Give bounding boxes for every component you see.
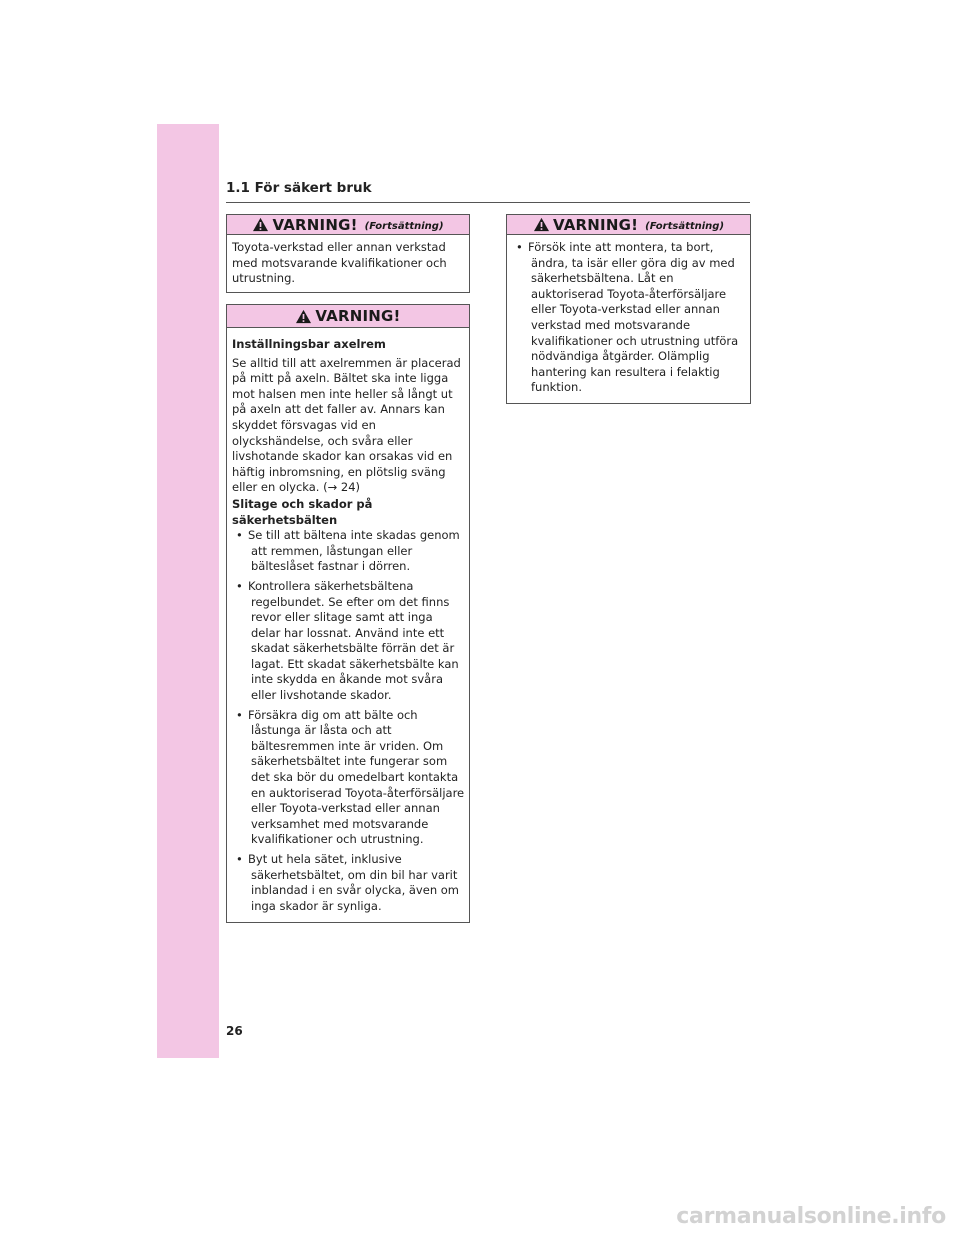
paragraph-shoulder-belt: Se alltid till att axelremmen är placerad på mitt på axeln. Bältet ska inte ligga mot halsen men inte heller så långt ut på axeln att det faller av. Annars kan skyddet försvagas vid en olyckshändelse, och svåra eller livshotande skador kan orsakas vid en häftig inbromsning, en plötslig sväng eller en olycka. (→ 24)	[232, 355, 461, 495]
subheading-adjustable-belt: Inställningsbar axelrem	[232, 337, 386, 351]
bullet-icon: •	[236, 578, 243, 593]
list-item-text: Försäkra dig om att bälte och låstunga är låsta och att bältesremmen inte är vriden. Om säkerhetsbältet inte fungerar som det ska bör du omedelbart kontakta en auktoriserad Toyota-återförsäljare eller Toyota-verkstad eller annan verksamhet med motsvarande kvalifikationer och utrustning.	[248, 707, 465, 847]
bullet-icon: •	[516, 240, 523, 254]
continued-label: (Fortsättning)	[364, 220, 444, 232]
warning-box-body	[507, 235, 750, 406]
list-item-text: Försök inte att montera, ta bort, ändra, ta isär eller göra dig av med säkerhetsbältena. Låt en auktoriserad Toyota-återförsäljare eller Toyota-verkstad eller annan verkstad med motsvarande kvalifikationer och utrustning utföra nödvändiga åtgärder. Olämplig hantering kan resultera i felaktig funktion.	[528, 240, 739, 395]
list-item-text: Byt ut hela sätet, inklusive säkerhetsbältet, om din bil har varit inblandad i en svår olycka, även om inga skador är synliga.	[248, 852, 459, 913]
list-item	[512, 240, 746, 396]
section-header: 1.1 För säkert bruk	[226, 180, 750, 203]
warning-box-continued-right	[506, 214, 751, 404]
bullet-icon: •	[236, 707, 243, 722]
warning-text: Toyota-verkstad eller annan verkstad med motsvarande kvalifikationer och utrustning.	[232, 240, 447, 286]
warning-title: VARNING!	[315, 307, 401, 325]
page-number: 26	[226, 1024, 243, 1038]
continued-label: (Fortsättning)	[645, 220, 725, 232]
bullet-icon: •	[236, 528, 243, 543]
warning-box-continued-left	[226, 214, 470, 293]
warning-triangle-icon	[295, 309, 312, 324]
list-item	[232, 579, 465, 704]
list-item-text: Kontrollera säkerhetsbältena regelbundet. Se efter om det finns revor eller slitage samt att inga delar har lossnat. Använd inte ett skadat säkerhetsbälte förrän det är lagat. Ett skadat säkerhetsbälte kan inte skydda en åkande mot svåra eller livshotande skador.	[248, 578, 459, 703]
watermark-logo: carmanualsonline.info	[676, 1204, 946, 1229]
warning-triangle-icon	[533, 217, 550, 232]
chapter-side-tab	[157, 124, 219, 1058]
warning-title: VARNING!	[272, 215, 358, 234]
list-item-text: Se till att bältena inte skadas genom att remmen, låstungan eller bälteslåset fastnar i dörren.	[248, 528, 460, 574]
list-item	[232, 708, 465, 848]
warning-box-header	[227, 305, 469, 328]
warning-box-header	[227, 215, 469, 235]
warning-triangle-icon	[252, 217, 269, 232]
warning-box-header	[507, 215, 750, 235]
bullet-icon: •	[236, 852, 243, 866]
warning-box-seatbelt	[226, 304, 470, 923]
warning-title: VARNING!	[552, 215, 639, 234]
subheading-wear-damage: Slitage och skador på säkerhetsbälten	[232, 496, 373, 527]
warning-box-body	[227, 328, 469, 924]
list-item	[232, 528, 465, 575]
warning-box-body	[227, 235, 469, 293]
list-item	[232, 852, 465, 914]
